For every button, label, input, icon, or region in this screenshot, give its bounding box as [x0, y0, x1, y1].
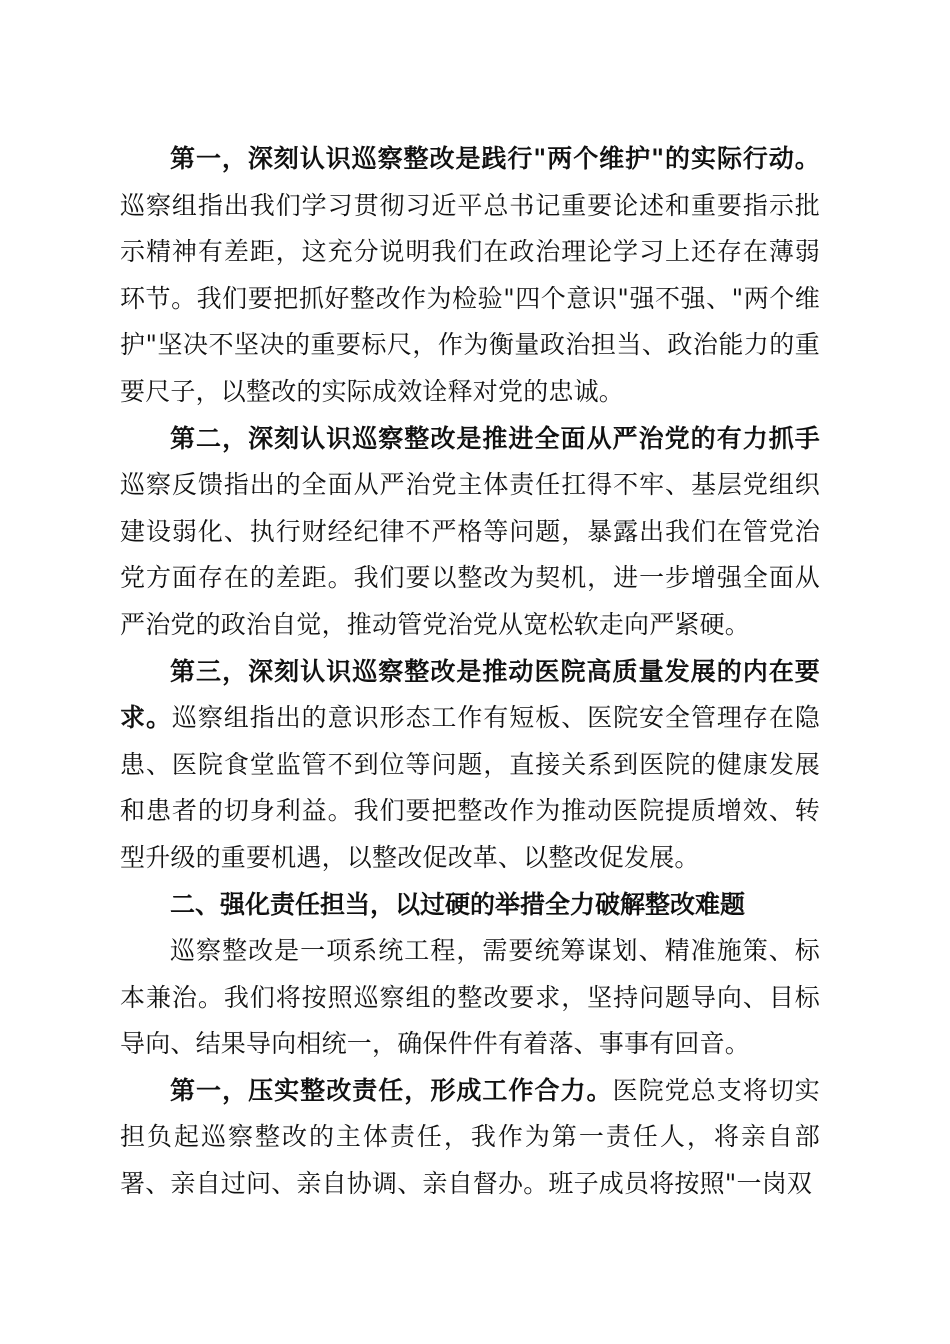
paragraph-lead: 第一，压实整改责任，形成工作合力。 [170, 1075, 613, 1105]
paragraph-lead: 第三，深刻认识巡察整改是推动医院高质量发展的内在要求。 [120, 656, 820, 733]
paragraph-lead: 第一，深刻认识巡察整改是践行"两个维护"的实际行动。 [170, 144, 820, 173]
paragraph-third [120, 649, 820, 882]
paragraph-body: 巡察组指出的意识形态工作有短板、医院安全管理存在隐患、医院食堂监管不到位等问题，直接关系到医院的健康发展和患者的切身利益。我们要把整改作为推动医院提质增效、转型升级的重要机遇，以整改促改革、以整改促发展。 [120, 703, 820, 872]
paragraph-second [120, 416, 820, 649]
section-intro: 巡察整改是一项系统工程，需要统筹谋划、精准施策、标本兼治。我们将按照巡察组的整改要求，坚持问题导向、目标导向、结果导向相统一，确保件件有着落、事事有回音。 [120, 936, 820, 1059]
paragraph-body: 巡察组指出我们学习贯彻习近平总书记重要论述和重要指示批示精神有差距，这充分说明我们在政治理论学习上还存在薄弱环节。我们要把抓好整改作为检验"四个意识"强不强、"两个维护"坚决不坚决的重要标尺，作为衡量政治担当、政治能力的重要尺子，以整改的实际成效诠释对党的忠诚。 [120, 190, 820, 406]
paragraph-body: 巡察反馈指出的全面从严治党主体责任扛得不牢、基层党组织建设弱化、执行财经纪律不严格等问题，暴露出我们在管党治党方面存在的差距。我们要以整改为契机，进一步增强全面从严治党的政治自觉，推动管党治党从宽松软走向严紧硬。 [120, 470, 820, 639]
document-page [120, 136, 820, 1208]
paragraph-first [120, 136, 820, 416]
paragraph-body: 医院党总支将切实担负起巡察整改的主体责任，我作为第一责任人，将亲自部署、亲自过问、亲自协调、亲自督办。班子成员将按照"一岗双 [120, 1075, 820, 1199]
paragraph-lead: 第二，深刻认识巡察整改是推进全面从严治党的有力抓手 [170, 423, 820, 453]
paragraph-last [120, 1068, 820, 1208]
section-heading: 二、强化责任担当，以过硬的举措全力破解整改难题 [170, 889, 746, 919]
